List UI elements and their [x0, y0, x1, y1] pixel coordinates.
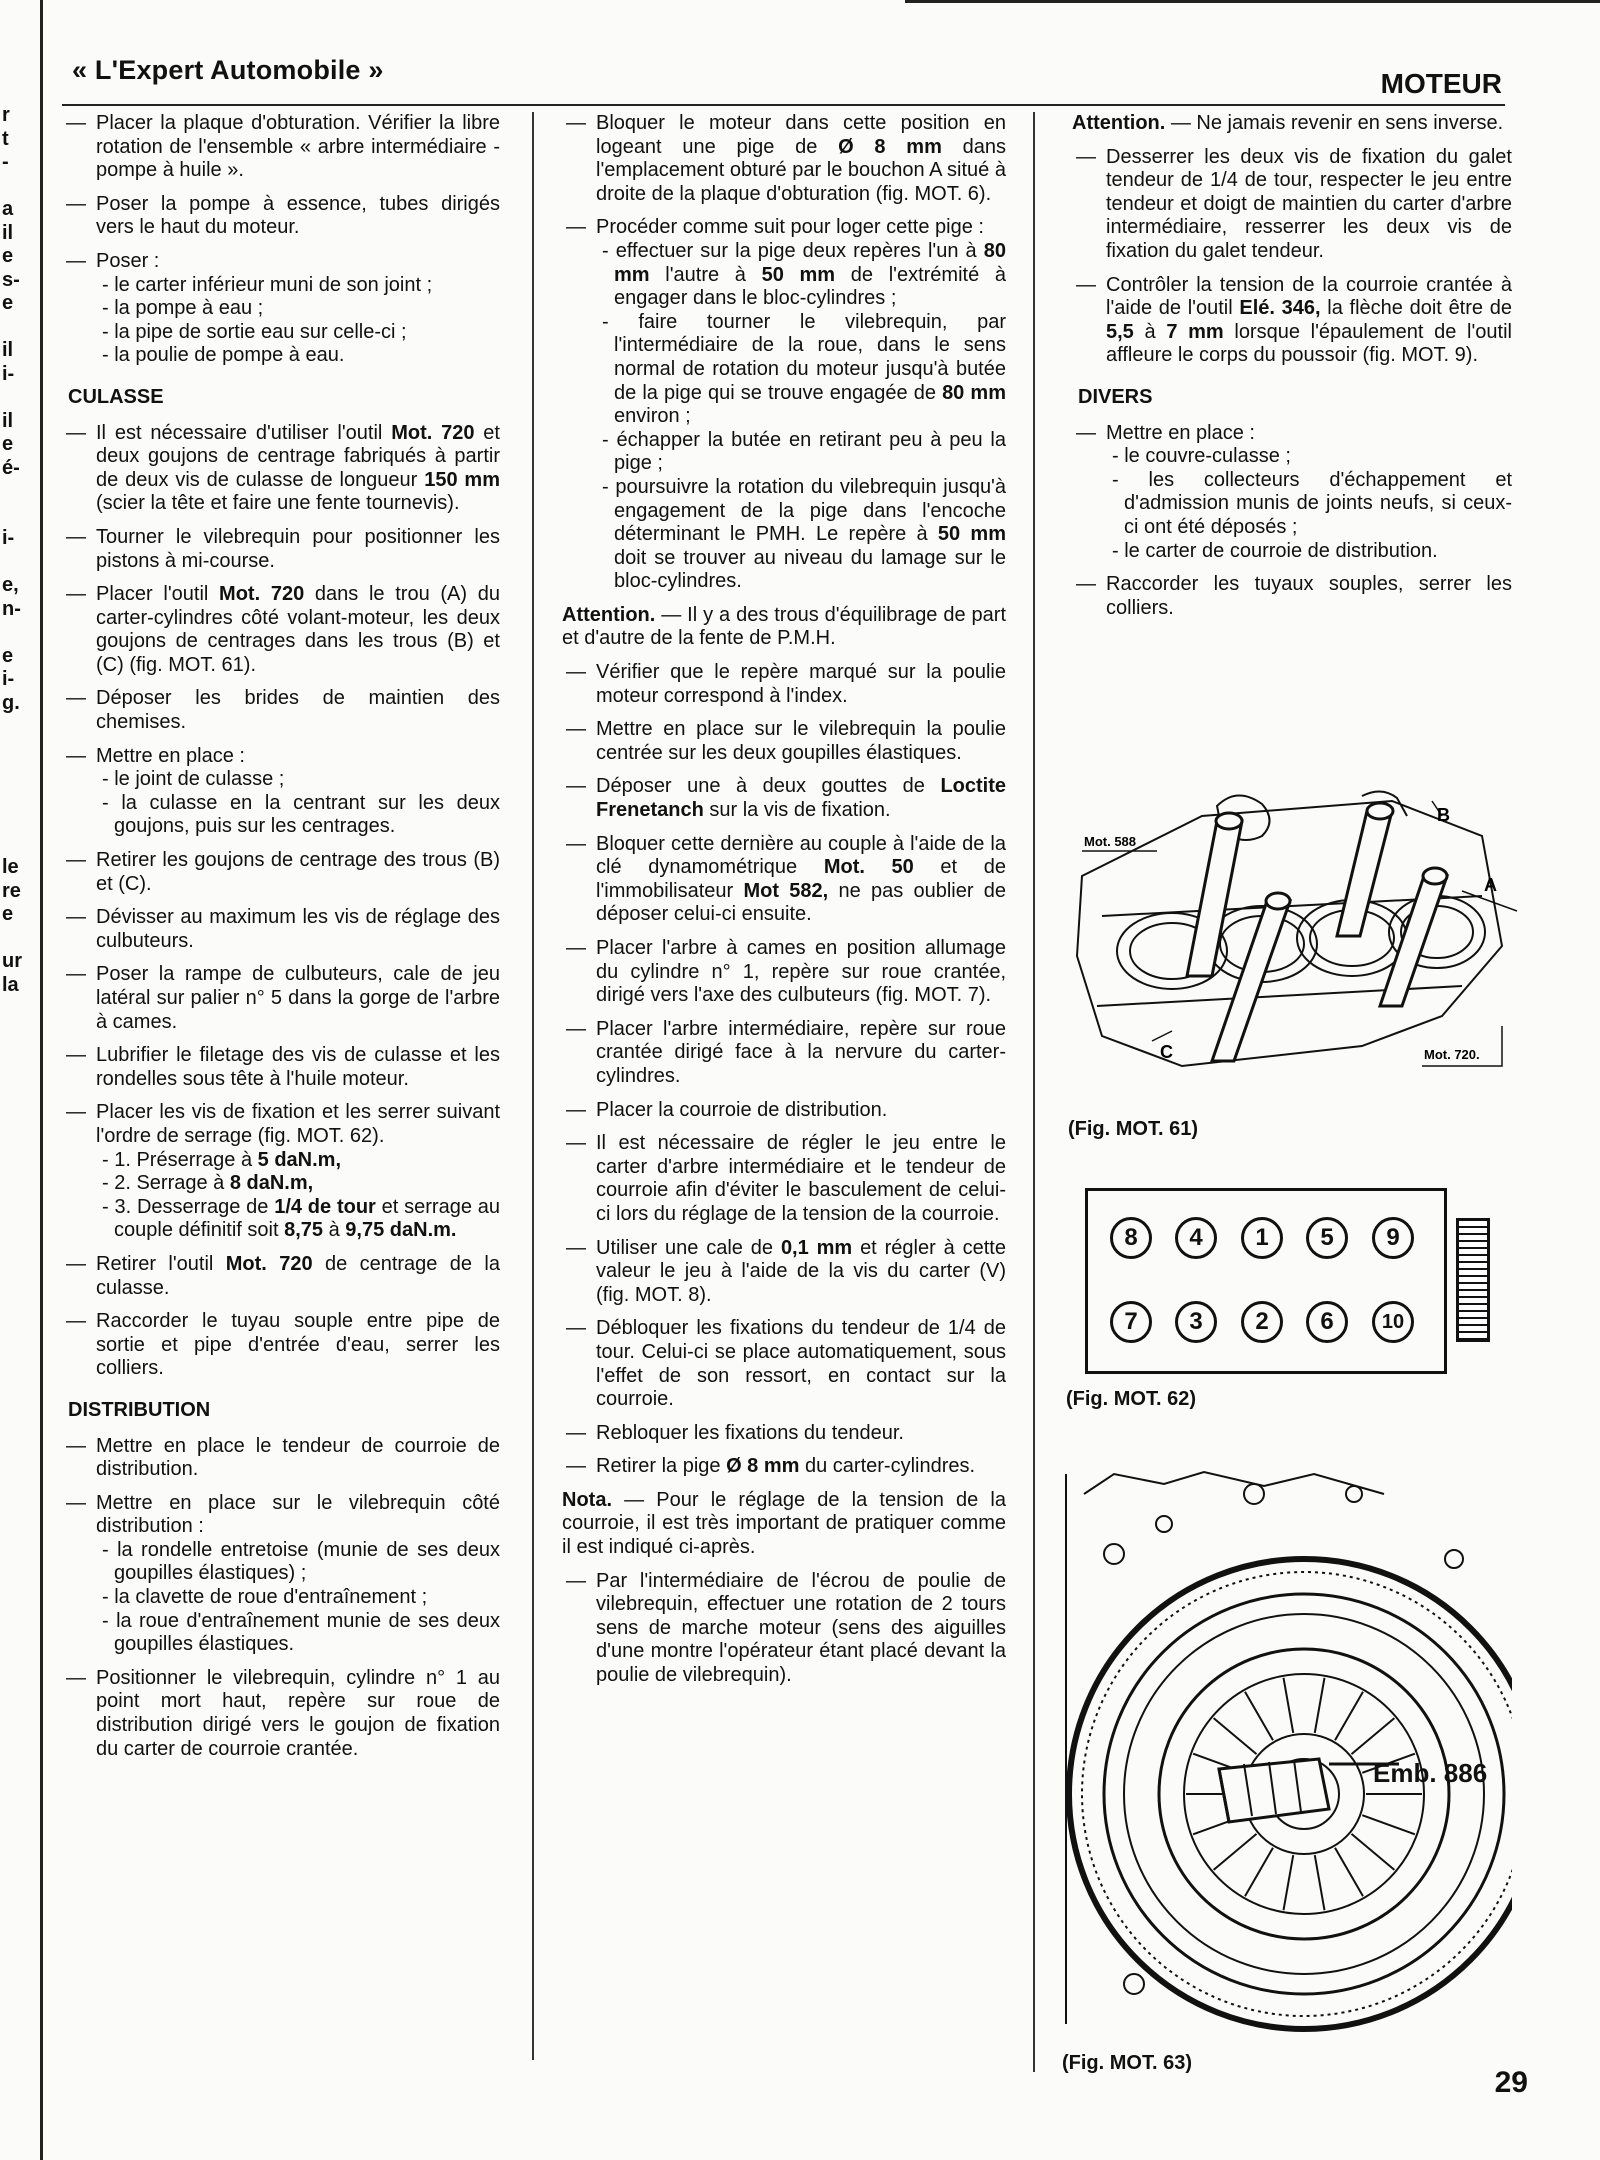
margin-fragment: e — [2, 433, 14, 455]
bolt-number: 7 — [1110, 1301, 1152, 1343]
section-title: MOTEUR — [1380, 68, 1502, 99]
sub-item: - le couvre-culasse ; — [1106, 445, 1512, 469]
bolt-number: 2 — [1241, 1301, 1283, 1343]
margin-fragment: il — [2, 221, 14, 244]
list-item: — Tourner le vilebrequin pour positionner les pistons à mi-course. — [62, 526, 500, 573]
sub-item: - échapper la butée en retirant peu à peu la pige ; — [596, 429, 1006, 476]
sub-item: - 1. Préserrage à 5 daN.m, — [96, 1149, 500, 1173]
diaphragm-spring-finger — [1245, 1848, 1273, 1896]
list-item: — Poser la rampe de culbuteurs, cale de jeu latéral sur palier n° 5 dans la gorge de l'arbre à cames. — [62, 963, 500, 1034]
diaphragm-spring-finger — [1362, 1815, 1415, 1834]
list-item — [62, 250, 500, 368]
list-item: — Lubrifier le filetage des vis de culasse et les rondelles sous tête à l'huile moteur. — [62, 1044, 500, 1091]
margin-fragment: g. — [2, 691, 20, 714]
text-column-1 — [62, 112, 500, 1771]
bolt-number: 4 — [1175, 1217, 1217, 1259]
attention-note: Attention. — Ne jamais revenir en sens inverse. — [1072, 112, 1504, 134]
margin-fragment: i- — [2, 527, 15, 549]
list-item: — Procéder comme suit pour loger cette pige : - effectuer sur la pige deux repères l'un à 80 mm l'autre à 50 mm de l'extrémité à engager dans le bloc-cylindres ; - faire tourner le vilebrequin, par l'intermédiaire de la roue, dans le sens normal de rotation du moteur jusqu'à butée de la pige qui se trouve engagée de 80 mm environ ; - échapper la butée en retirant peu à peu la pige ; - poursuivre la rotation du vilebrequin jusqu'à engagement de la pige dans l'encoche déterminant le PMH. Le repère à 50 mm doit se trouver au niveau du lamage sur le bloc-cylindres. — [562, 216, 1006, 594]
diaphragm-spring-finger — [1335, 1848, 1363, 1896]
column-separator — [1033, 112, 1035, 2072]
diaphragm-spring-finger — [1351, 1718, 1394, 1754]
list-item: — Poser la pompe à essence, tubes dirigés vers le haut du moteur. — [62, 193, 500, 240]
section-heading-divers: DIVERS — [1078, 385, 1153, 408]
margin-fragment: é- — [2, 456, 20, 479]
diaphragm-spring-finger — [1214, 1718, 1257, 1754]
sub-item: - les collecteurs d'échappement et d'admission munis de joints neufs, si ceux-ci ont été déposés ; — [1106, 469, 1512, 540]
list-item: — Placer l'arbre intermédiaire, repère sur roue crantée dirigé face à la nervure du carter-cylindres. — [562, 1018, 1006, 1089]
sub-item: - la culasse en la centrant sur les deux goujons, puis sur les centrages. — [96, 792, 500, 839]
margin-fragment: t — [2, 127, 9, 150]
margin-fragment: r — [2, 104, 10, 126]
sub-item: - 2. Serrage à 8 daN.m, — [96, 1172, 500, 1196]
fig-mot-62-tightening-order — [1085, 1188, 1447, 1374]
fig-62-caption: (Fig. MOT. 62) — [1066, 1388, 1196, 1410]
diaphragm-spring-finger — [1284, 1678, 1294, 1733]
fig-mot-63-clutch-illustration — [1054, 1464, 1512, 2044]
fig-61-caption: (Fig. MOT. 61) — [1068, 1118, 1198, 1140]
list-item: — Débloquer les fixations du tendeur de 1/4 de tour. Celui-ci se place automatiquement, sous l'effet de son ressort, en contact sur la courroie. — [562, 1317, 1006, 1411]
label-a: A — [1484, 875, 1497, 895]
sub-item: - effectuer sur la pige deux repères l'un à 80 mm l'autre à 50 mm de l'extrémité à engager dans le bloc-cylindres ; — [596, 240, 1006, 311]
list-item: — Placer l'arbre à cames en position allumage du cylindre n° 1, repère sur roue crantée, dirigé vers l'axe des culbuteurs (fig. MOT. 7). — [562, 937, 1006, 1008]
list-item: — Mettre en place sur le vilebrequin la poulie centrée sur les deux goupilles élastiques. — [562, 718, 1006, 765]
previous-page-margin — [0, 0, 38, 2160]
bolt-number: 3 — [1175, 1301, 1217, 1343]
list-item: — Déposer une à deux gouttes de Loctite Frenetanch sur la vis de fixation. — [562, 775, 1006, 822]
sub-item: - le carter de courroie de distribution. — [1106, 540, 1512, 564]
margin-fragment: e — [2, 644, 14, 667]
sub-item: - 3. Desserrage de 1/4 de tour et serrage au couple définitif soit 8,75 à 9,75 daN.m. — [96, 1196, 500, 1243]
sub-item: - la pipe de sortie eau sur celle-ci ; — [96, 321, 500, 345]
label-mot-588: Mot. 588 — [1084, 834, 1137, 849]
bolt-number: 5 — [1306, 1217, 1348, 1259]
list-item: — Bloquer le moteur dans cette position en logeant une pige de Ø 8 mm dans l'emplacement obturé par le bouchon A situé à droite de la plaque d'obturation (fig. MOT. 6). — [562, 112, 1006, 206]
sub-item: - la poulie de pompe à eau. — [96, 344, 500, 368]
bolt-number: 8 — [1110, 1217, 1152, 1259]
margin-fragment: i- — [2, 668, 15, 690]
section-heading-distribution: DISTRIBUTION — [68, 1398, 211, 1421]
column-separator — [532, 112, 534, 2060]
nota-note: Nota. — Pour le réglage de la tension de la courroie, il est très important de pratiquer comme il est indiqué ci-après. — [562, 1488, 1006, 1559]
margin-fragment: ur — [2, 950, 22, 972]
list-item: — Dévisser au maximum les vis de réglage des culbuteurs. — [62, 906, 500, 953]
list-item: — Positionner le vilebrequin, cylindre n° 1 au point mort haut, repère sur roue de distribution dirigé vers le goujon de fixation du carter de courroie crantée. — [62, 1667, 500, 1761]
list-item: — Il est nécessaire d'utiliser l'outil Mot. 720 et deux goujons de centrage fabriqués à partir de deux vis de culasse de longueur 150 mm (scier la tête et faire une fente tournevis). — [62, 422, 500, 516]
list-item: — Contrôler la tension de la courroie crantée à l'aide de l'outil Elé. 346, la flèche doit être de 5,5 à 7 mm lorsque l'épaulement de l'outil affleure le corps du poussoir (fig. MOT. 9). — [1072, 274, 1512, 368]
list-item: — Rebloquer les fixations du tendeur. — [562, 1422, 1006, 1446]
sub-item: - le joint de culasse ; — [96, 768, 500, 792]
margin-fragment: s- — [2, 268, 20, 291]
list-item: — Mettre en place : - le couvre-culasse ; - les collecteurs d'échappement et d'admission munis de joints neufs, si ceux-ci ont été déposés ; - le carter de courroie de distribution. — [1072, 422, 1512, 564]
text-column-2 — [562, 112, 1006, 1698]
margin-fragment: e — [2, 292, 14, 314]
margin-fragment: il — [2, 409, 14, 432]
list-item: — Placer l'outil Mot. 720 dans le trou (A) du carter-cylindres côté volant-moteur, les deux goujons de centrages dans les trous (B) et (C) (fig. MOT. 61). — [62, 583, 500, 677]
label-mot-720: Mot. 720. — [1424, 1047, 1480, 1062]
list-item: — Placer les vis de fixation et les serrer suivant l'ordre de serrage (fig. MOT. 62). - 1. Préserrage à 5 daN.m, - 2. Serrage à 8 daN.m, - 3. Desserrage de 1/4 de tour et serrage au couple définitif soit 8,75 à 9,75 daN.m. — [62, 1101, 500, 1243]
list-item: — Déposer les brides de maintien des chemises. — [62, 687, 500, 734]
bolt-number: 1 — [1241, 1217, 1283, 1259]
diaphragm-spring-finger — [1351, 1834, 1394, 1870]
label-b: B — [1437, 805, 1450, 825]
sub-item: - poursuivre la rotation du vilebrequin jusqu'à engagement de la pige dans l'encoche déterminant le PMH. Le repère à 50 mm doit se trouver au niveau du lamage sur le bloc-cylindres. — [596, 476, 1006, 594]
diaphragm-spring-finger — [1214, 1834, 1257, 1870]
margin-fragment: la — [2, 973, 19, 996]
bolt-number: 10 — [1372, 1301, 1414, 1343]
diaphragm-spring-finger — [1315, 1855, 1325, 1910]
sub-item: - le carter inférieur muni de son joint ; — [96, 274, 500, 298]
list-item: — Placer la plaque d'obturation. Vérifier la libre rotation de l'ensemble « arbre intermédiaire - pompe à huile ». — [62, 112, 500, 183]
text-column-3 — [1072, 112, 1512, 630]
list-item: — Retirer la pige Ø 8 mm du carter-cylindres. — [562, 1455, 1006, 1479]
list-item: — Mettre en place sur le vilebrequin côté distribution : - la rondelle entretoise (munie de ses deux goupilles élastiques) ; - la clavette de roue d'entraînement ; - la roue d'entraînement munie de ses deux goupilles élastiques. — [62, 1492, 500, 1657]
sub-item: - la rondelle entretoise (munie de ses deux goupilles élastiques) ; — [96, 1539, 500, 1586]
list-item: — Retirer les goujons de centrage des trous (B) et (C). — [62, 849, 500, 896]
sub-item: - la clavette de roue d'entraînement ; — [96, 1586, 500, 1610]
sub-item: - la roue d'entraînement munie de ses deux goupilles élastiques. — [96, 1610, 500, 1657]
margin-fragment: e — [2, 903, 14, 925]
list-item: — Retirer l'outil Mot. 720 de centrage de la culasse. — [62, 1253, 500, 1300]
diaphragm-spring-finger — [1284, 1855, 1294, 1910]
header-rule — [62, 104, 1505, 106]
margin-fragment: le — [2, 856, 19, 878]
margin-fragment: i- — [2, 362, 15, 385]
margin-fragment: e, — [2, 574, 19, 596]
section-heading-culasse: CULASSE — [68, 385, 164, 408]
diaphragm-spring-finger — [1245, 1692, 1273, 1740]
fig-mot-61-engine-block-illustration — [1062, 776, 1522, 1094]
list-item: — Raccorder le tuyau souple entre pipe de sortie et pipe d'entrée d'eau, serrer les colliers. — [62, 1310, 500, 1381]
fig-63-caption: (Fig. MOT. 63) — [1062, 2052, 1192, 2074]
margin-fragment: re — [2, 879, 21, 902]
list-item: — Par l'intermédiaire de l'écrou de poulie de vilebrequin, effectuer une rotation de 2 tours sens de marche moteur (sens des aiguilles d'une montre l'opérateur étant placé devant la poulie de vilebrequin). — [562, 1570, 1006, 1688]
list-item: — Mettre en place le tendeur de courroie de distribution. — [62, 1435, 500, 1482]
list-item: — Placer la courroie de distribution. — [562, 1099, 1006, 1123]
top-rule — [905, 0, 1600, 3]
list-item: — Utiliser une cale de 0,1 mm et régler à cette valeur le jeu à l'aide de la vis du carter (V) (fig. MOT. 8). — [562, 1237, 1006, 1308]
list-item: — Mettre en place : - le joint de culasse ; - la culasse en la centrant sur les deux goujons, puis sur les centrages. — [62, 745, 500, 839]
margin-fragment: - — [2, 151, 9, 173]
margin-fragment: a — [2, 198, 14, 220]
running-head: « L'Expert Automobile » — [72, 55, 384, 85]
sub-item: - faire tourner le vilebrequin, par l'intermédiaire de la roue, dans le sens normal de rotation du moteur jusqu'à butée de la pige qui se trouve engagée de 80 mm environ ; — [596, 311, 1006, 429]
diaphragm-spring-finger — [1335, 1692, 1363, 1740]
attention-note: Attention. — Il y a des trous d'équilibrage de part et d'autre de la fente de P.M.H. — [562, 603, 1006, 650]
list-item: — Il est nécessaire de régler le jeu entre le carter d'arbre intermédiaire et le tendeur de courroie afin d'éviter le basculement de celui-ci lors du réglage de la tension de la courroie. — [562, 1132, 1006, 1226]
margin-fragment: e — [2, 245, 14, 267]
item-text: Poser : — [96, 249, 160, 272]
sub-item: - la pompe à eau ; — [96, 297, 500, 321]
list-item: — Desserrer les deux vis de fixation du galet tendeur de 1/4 de tour, respecter le jeu entre tendeur et doigt de maintien du carter d'arbre intermédiaire, resserrer les deux vis de fixation du galet tendeur. — [1072, 146, 1512, 264]
label-emb-886: Emb. 886 — [1373, 1758, 1488, 1788]
bolt-number: 9 — [1372, 1217, 1414, 1259]
diaphragm-spring-finger — [1315, 1678, 1325, 1733]
page-binding-edge — [40, 0, 43, 2160]
list-item: — Raccorder les tuyaux souples, serrer les colliers. — [1072, 573, 1512, 620]
page-number: 29 — [1494, 2066, 1528, 2099]
margin-fragment: n- — [2, 597, 21, 620]
list-item: — Bloquer cette dernière au couple à l'aide de la clé dynamométrique Mot. 50 et de l'immobilisateur Mot 582, ne pas oublier de déposer celui-ci ensuite. — [562, 833, 1006, 927]
list-item: — Vérifier que le repère marqué sur la poulie moteur correspond à l'index. — [562, 661, 1006, 708]
label-c: C — [1160, 1042, 1173, 1062]
margin-fragment: il — [2, 339, 14, 361]
bolt-number: 6 — [1306, 1301, 1348, 1343]
camshaft-gear-icon — [1456, 1218, 1490, 1342]
